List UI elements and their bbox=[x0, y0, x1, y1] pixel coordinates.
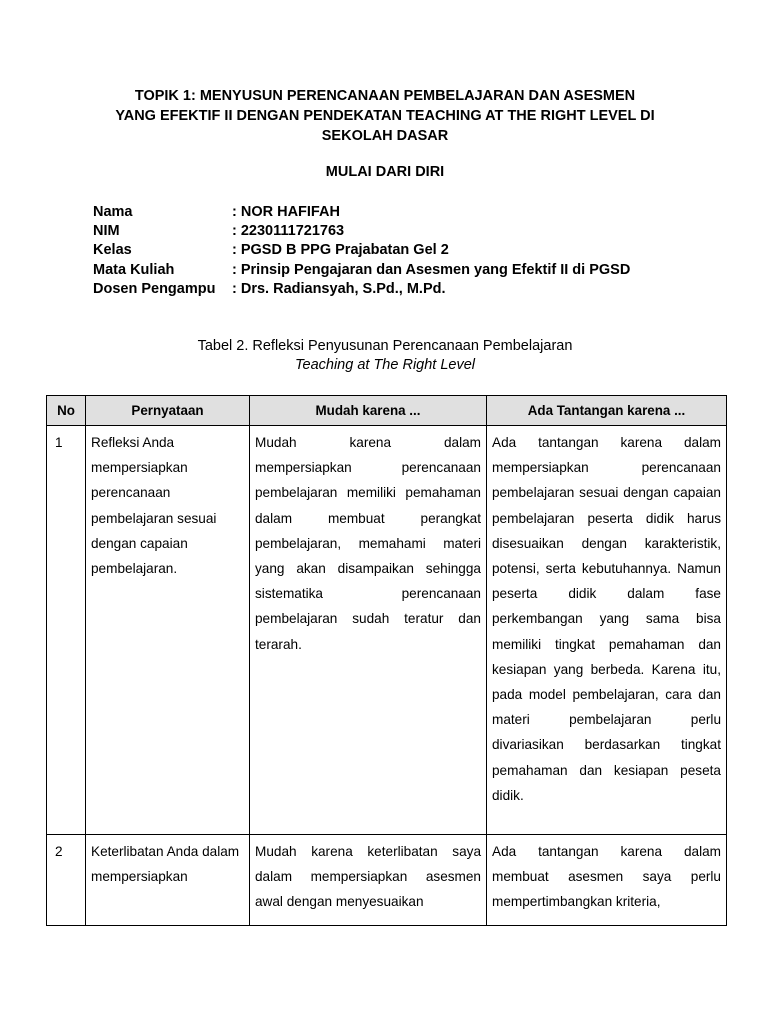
cell-mudah: Mudah karena keterlibatan saya dalam mempersiapkan asesmen awal dengan menyesuaikan bbox=[250, 835, 487, 926]
identity-value: : Prinsip Pengajaran dan Asesmen yang Efektif II di PGSD bbox=[232, 261, 631, 278]
cell-mudah: Mudah karena dalam mempersiapkan perencanaan pembelajaran memiliki pemahaman dalam membuat perangkat pembelajaran, memahami materi yang akan disampaikan sehingga sistematika perencanaan pembelajaran sudah teratur dan terarah. bbox=[250, 426, 487, 835]
identity-value: : Drs. Radiansyah, S.Pd., M.Pd. bbox=[232, 280, 446, 297]
identity-value: : PGSD B PPG Prajabatan Gel 2 bbox=[232, 242, 449, 259]
table-row bbox=[47, 835, 727, 926]
identity-row-nim bbox=[93, 222, 630, 241]
identity-label: NIM bbox=[93, 223, 120, 240]
identity-label: Nama bbox=[93, 204, 133, 220]
identity-value: : NOR HAFIFAH bbox=[232, 204, 340, 220]
table-header-row bbox=[47, 396, 727, 426]
cell-pernyataan: Refleksi Anda mempersiapkan perencanaan pembelajaran sesuai dengan capaian pembelajaran. bbox=[86, 426, 250, 835]
cell-tantangan: Ada tantangan karena dalam membuat asesmen saya perlu mempertimbangkan kriteria, bbox=[487, 835, 727, 926]
header-mudah: Mudah karena ... bbox=[250, 396, 487, 426]
title-line: TOPIK 1: MENYUSUN PERENCANAAN PEMBELAJARAN DAN ASESMEN bbox=[134, 88, 636, 104]
identity-row-nama bbox=[93, 203, 630, 222]
reflection-table bbox=[46, 395, 727, 926]
title-line: SEKOLAH DASAR bbox=[321, 128, 449, 144]
table-caption-italic: Teaching at The Right Level bbox=[294, 357, 476, 373]
document-title bbox=[80, 86, 690, 146]
identity-row-kelas bbox=[93, 241, 630, 260]
title-line: YANG EFEKTIF II DENGAN PENDEKATAN TEACHING AT THE RIGHT LEVEL DI bbox=[115, 108, 655, 124]
identity-block bbox=[93, 203, 630, 299]
identity-label: Mata Kuliah bbox=[93, 261, 175, 278]
header-pernyataan: Pernyataan bbox=[86, 396, 250, 426]
cell-pernyataan: Keterlibatan Anda dalam mempersiapkan bbox=[86, 835, 250, 926]
identity-label: Kelas bbox=[93, 242, 132, 259]
header-tantangan: Ada Tantangan karena ... bbox=[487, 396, 727, 426]
identity-row-dosen bbox=[93, 280, 630, 299]
table-row bbox=[47, 426, 727, 835]
identity-label: Dosen Pengampu bbox=[93, 280, 216, 297]
cell-no: 1 bbox=[47, 426, 86, 835]
identity-value: : 2230111721763 bbox=[232, 223, 345, 240]
section-subtitle: MULAI DARI DIRI bbox=[325, 164, 445, 180]
header-no: No bbox=[47, 396, 86, 426]
cell-tantangan: Ada tantangan karena dalam mempersiapkan perencanaan pembelajaran sesuai dengan capaian pembelajaran peserta didik harus disesuaikan dengan karakteristik, potensi, serta kebutuhannya. Namun peserta didik dalam fase perkembangan yang sama bisa memiliki tingkat pemahaman dan kesiapan yang berbeda. Karena itu, pada model pembelajaran, cara dan materi pembelajaran perlu divariasikan berdasarkan tingkat pemahaman dan kesiapan peseta didik. bbox=[487, 426, 727, 835]
table-caption: Tabel 2. Refleksi Penyusunan Perencanaan Pembelajaran bbox=[197, 338, 573, 354]
cell-no: 2 bbox=[47, 835, 86, 926]
identity-row-mata-kuliah bbox=[93, 261, 630, 280]
